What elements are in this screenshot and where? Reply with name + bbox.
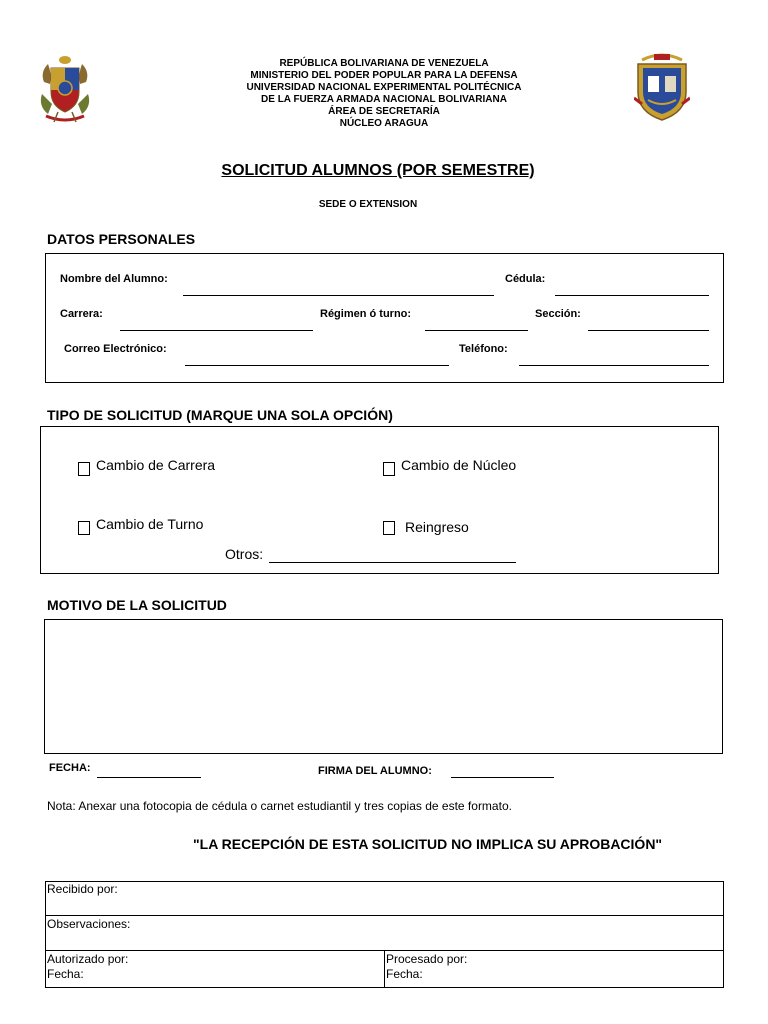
correo-field[interactable]	[185, 365, 449, 366]
page-subtitle: SEDE O EXTENSION	[318, 199, 418, 210]
seccion-label: Sección:	[535, 308, 581, 320]
header-line-5: ÁREA DE SECRETARÍA	[328, 106, 440, 117]
autorizado-label: Autorizado por:	[47, 952, 129, 966]
office-divider-1	[45, 915, 724, 916]
opt-reingreso: Reingreso	[405, 519, 469, 535]
procesado-label: Procesado por:	[386, 952, 468, 966]
office-divider-v	[384, 951, 385, 988]
datos-heading: DATOS PERSONALES	[47, 231, 196, 247]
recibido-label: Recibido por:	[47, 882, 118, 896]
cedula-label: Cédula:	[505, 273, 546, 285]
fecha-label: FECHA:	[49, 762, 91, 774]
correo-label: Correo Electrónico:	[64, 343, 167, 355]
checkbox-cambio-carrera[interactable]	[78, 462, 90, 476]
header-line-3: UNIVERSIDAD NACIONAL EXPERIMENTAL POLITÉCNICA	[246, 82, 522, 93]
telefono-field[interactable]	[519, 365, 709, 366]
header-line-6: NÚCLEO ARAGUA	[339, 118, 429, 129]
header-line-1: REPÚBLICA BOLIVARIANA DE VENEZUELA	[279, 58, 489, 69]
nota-text: Nota: Anexar una fotocopia de cédula o carnet estudiantil y tres copias de este formato.	[47, 799, 512, 813]
checkbox-reingreso[interactable]	[383, 521, 395, 535]
page-title: SOLICITUD ALUMNOS (POR SEMESTRE)	[221, 162, 535, 179]
opt-cambio-carrera: Cambio de Carrera	[96, 457, 216, 473]
opt-cambio-turno: Cambio de Turno	[96, 516, 204, 532]
opt-cambio-nucleo: Cambio de Núcleo	[401, 457, 517, 473]
tipo-box	[40, 426, 719, 574]
checkbox-cambio-turno[interactable]	[78, 521, 90, 535]
seccion-field[interactable]	[588, 330, 709, 331]
header-line-4: DE LA FUERZA ARMADA NACIONAL BOLIVARIANA	[261, 94, 507, 105]
motivo-textarea[interactable]	[44, 619, 723, 754]
fecha-procesado-label: Fecha:	[386, 967, 423, 981]
carrera-label: Carrera:	[60, 308, 103, 320]
fecha-autorizado-label: Fecha:	[47, 967, 84, 981]
otros-field[interactable]	[269, 562, 516, 563]
recepcion-notice: "LA RECEPCIÓN DE ESTA SOLICITUD NO IMPLICA SU APROBACIÓN"	[193, 836, 663, 852]
otros-label: Otros:	[225, 546, 264, 562]
fecha-field[interactable]	[97, 777, 201, 778]
firma-alumno-label: FIRMA DEL ALUMNO:	[318, 765, 432, 777]
checkbox-cambio-nucleo[interactable]	[383, 462, 395, 476]
nombre-label: Nombre del Alumno:	[60, 273, 168, 285]
motivo-heading: MOTIVO DE LA SOLICITUD	[47, 597, 227, 613]
regimen-field[interactable]	[425, 330, 528, 331]
cedula-field[interactable]	[555, 295, 709, 296]
observaciones-label: Observaciones:	[47, 917, 131, 931]
firma-alumno-field[interactable]	[451, 777, 554, 778]
regimen-label: Régimen ó turno:	[320, 308, 412, 320]
nombre-field[interactable]	[183, 295, 494, 296]
carrera-field[interactable]	[120, 330, 313, 331]
tipo-heading: TIPO DE SOLICITUD (MARQUE UNA SOLA OPCIÓN)	[47, 407, 393, 423]
telefono-label: Teléfono:	[459, 343, 508, 355]
header-line-2: MINISTERIO DEL PODER POPULAR PARA LA DEFENSA	[250, 70, 518, 81]
